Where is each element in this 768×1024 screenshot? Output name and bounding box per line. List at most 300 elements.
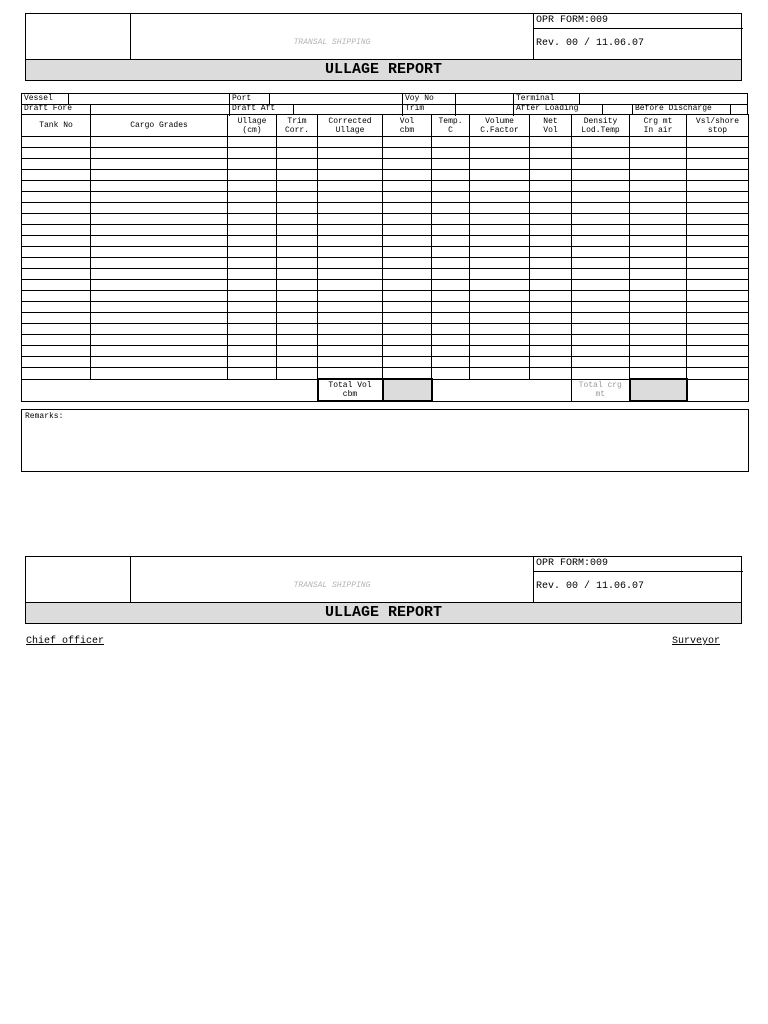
info-section	[21, 93, 748, 115]
table-cell[interactable]	[572, 269, 630, 280]
table-cell[interactable]	[470, 236, 530, 247]
table-cell[interactable]	[530, 236, 572, 247]
table-cell[interactable]	[22, 247, 91, 258]
table-cell[interactable]	[22, 368, 91, 380]
table-cell[interactable]	[470, 159, 530, 170]
table-cell[interactable]	[318, 291, 383, 302]
table-cell[interactable]	[470, 203, 530, 214]
table-cell[interactable]	[470, 258, 530, 269]
table-cell[interactable]	[432, 148, 470, 159]
col-temp: Temp. C	[432, 115, 470, 137]
table-cell[interactable]	[630, 368, 687, 380]
table-cell[interactable]	[572, 181, 630, 192]
table-cell[interactable]	[572, 148, 630, 159]
table-cell[interactable]	[383, 280, 432, 291]
table-cell[interactable]	[530, 170, 572, 181]
table-cell[interactable]	[470, 148, 530, 159]
table-cell[interactable]	[432, 203, 470, 214]
table-cell[interactable]	[383, 148, 432, 159]
table-cell[interactable]	[228, 346, 277, 357]
table-cell[interactable]	[572, 313, 630, 324]
table-cell[interactable]	[318, 203, 383, 214]
table-cell[interactable]	[530, 368, 572, 380]
table-cell[interactable]	[630, 313, 687, 324]
table-cell[interactable]	[630, 357, 687, 368]
table-cell[interactable]	[277, 236, 318, 247]
table-cell[interactable]	[277, 302, 318, 313]
ullage-table	[21, 114, 749, 402]
table-cell[interactable]	[91, 313, 228, 324]
table-cell[interactable]	[22, 192, 91, 203]
table-cell[interactable]	[630, 247, 687, 258]
table-cell[interactable]	[470, 214, 530, 225]
table-cell[interactable]	[318, 236, 383, 247]
table-cell[interactable]	[91, 214, 228, 225]
table-cell[interactable]	[687, 302, 749, 313]
table-row	[22, 324, 749, 335]
table-cell[interactable]	[432, 324, 470, 335]
table-cell[interactable]	[470, 225, 530, 236]
table-cell[interactable]	[228, 214, 277, 225]
table-row	[22, 148, 749, 159]
table-cell[interactable]	[432, 214, 470, 225]
table-cell[interactable]	[318, 258, 383, 269]
table-cell[interactable]	[630, 236, 687, 247]
table-cell[interactable]	[91, 346, 228, 357]
table-cell[interactable]	[432, 225, 470, 236]
table-cell[interactable]	[277, 280, 318, 291]
table-cell[interactable]	[318, 170, 383, 181]
table-cell[interactable]	[91, 269, 228, 280]
table-cell[interactable]	[318, 247, 383, 258]
table-row	[22, 225, 749, 236]
table-cell[interactable]	[383, 346, 432, 357]
table-cell[interactable]	[470, 280, 530, 291]
table-cell[interactable]	[530, 225, 572, 236]
table-cell[interactable]	[228, 192, 277, 203]
table-cell[interactable]	[383, 258, 432, 269]
table-cell[interactable]	[687, 203, 749, 214]
table-cell[interactable]	[91, 236, 228, 247]
table-cell[interactable]	[630, 291, 687, 302]
table-cell[interactable]	[630, 159, 687, 170]
table-cell[interactable]	[572, 280, 630, 291]
table-cell[interactable]	[318, 269, 383, 280]
form-code: OPR FORM:009	[536, 15, 609, 26]
table-cell[interactable]	[572, 346, 630, 357]
table-cell[interactable]	[572, 247, 630, 258]
table-cell[interactable]	[277, 335, 318, 346]
table-cell[interactable]	[91, 181, 228, 192]
table-cell[interactable]	[383, 324, 432, 335]
table-cell[interactable]	[91, 368, 228, 380]
table-cell[interactable]	[383, 357, 432, 368]
table-cell[interactable]	[228, 368, 277, 380]
table-cell[interactable]	[687, 247, 749, 258]
table-row	[22, 137, 749, 148]
table-cell[interactable]	[432, 192, 470, 203]
table-cell[interactable]	[22, 258, 91, 269]
company-name: TRANSAL SHIPPING	[293, 38, 371, 47]
table-row	[22, 236, 749, 247]
table-cell[interactable]	[572, 203, 630, 214]
table-cell[interactable]	[277, 148, 318, 159]
table-cell[interactable]	[470, 181, 530, 192]
table-row	[22, 302, 749, 313]
table-cell[interactable]	[228, 291, 277, 302]
table-cell[interactable]	[572, 225, 630, 236]
table-cell[interactable]	[22, 269, 91, 280]
table-cell[interactable]	[22, 335, 91, 346]
table-cell[interactable]	[530, 203, 572, 214]
table-cell[interactable]	[318, 137, 383, 148]
table-cell[interactable]	[22, 313, 91, 324]
table-row	[22, 192, 749, 203]
table-cell[interactable]	[383, 225, 432, 236]
table-cell[interactable]	[432, 291, 470, 302]
table-cell[interactable]	[228, 302, 277, 313]
table-cell[interactable]	[572, 159, 630, 170]
table-cell[interactable]	[22, 159, 91, 170]
table-cell[interactable]	[687, 148, 749, 159]
table-cell[interactable]	[91, 203, 228, 214]
table-cell[interactable]	[530, 181, 572, 192]
table-cell[interactable]	[630, 137, 687, 148]
table-cell[interactable]	[687, 324, 749, 335]
table-cell[interactable]	[470, 269, 530, 280]
table-cell[interactable]	[318, 159, 383, 170]
table-cell[interactable]	[22, 346, 91, 357]
remarks-box[interactable]	[21, 409, 749, 472]
table-row	[22, 247, 749, 258]
table-cell[interactable]	[572, 192, 630, 203]
table-cell[interactable]	[432, 159, 470, 170]
table-cell[interactable]	[530, 137, 572, 148]
table-cell[interactable]	[530, 247, 572, 258]
table-cell[interactable]	[22, 291, 91, 302]
table-cell[interactable]	[572, 302, 630, 313]
table-cell[interactable]	[470, 346, 530, 357]
table-cell[interactable]	[572, 335, 630, 346]
table-cell[interactable]	[228, 236, 277, 247]
form-revision: Rev. 00 / 11.06.07	[536, 38, 645, 49]
total-vol-value[interactable]	[383, 379, 432, 401]
table-cell[interactable]	[432, 280, 470, 291]
table-cell[interactable]	[432, 346, 470, 357]
table-row	[22, 280, 749, 291]
table-cell[interactable]	[530, 192, 572, 203]
table-cell[interactable]	[228, 269, 277, 280]
table-cell[interactable]	[630, 269, 687, 280]
table-cell[interactable]	[318, 302, 383, 313]
table-row	[22, 170, 749, 181]
table-row	[22, 357, 749, 368]
draft-fore-label: Draft Fore	[24, 104, 73, 113]
table-cell[interactable]	[277, 368, 318, 380]
table-cell[interactable]	[277, 170, 318, 181]
table-cell[interactable]	[318, 357, 383, 368]
table-row	[22, 335, 749, 346]
table-cell[interactable]	[470, 313, 530, 324]
table-row	[22, 269, 749, 280]
table-cell[interactable]	[318, 368, 383, 380]
table-cell[interactable]	[228, 137, 277, 148]
table-cell[interactable]	[630, 170, 687, 181]
table-cell[interactable]	[687, 368, 749, 380]
table-cell[interactable]	[530, 148, 572, 159]
table-cell[interactable]	[91, 357, 228, 368]
table-cell[interactable]	[228, 170, 277, 181]
table-cell[interactable]	[318, 225, 383, 236]
table-cell[interactable]	[687, 214, 749, 225]
table-cell[interactable]	[318, 148, 383, 159]
table-cell[interactable]	[22, 137, 91, 148]
table-cell[interactable]	[630, 214, 687, 225]
table-cell[interactable]	[470, 137, 530, 148]
table-cell[interactable]	[277, 214, 318, 225]
port-label: Port	[232, 94, 252, 103]
table-cell[interactable]	[530, 324, 572, 335]
table-cell[interactable]	[470, 335, 530, 346]
table-cell[interactable]	[383, 247, 432, 258]
table-cell[interactable]	[687, 357, 749, 368]
col-cargo-grades: Cargo Grades	[91, 115, 228, 137]
table-cell[interactable]	[687, 291, 749, 302]
table-cell[interactable]	[470, 192, 530, 203]
table-cell[interactable]	[630, 324, 687, 335]
table-cell[interactable]	[530, 302, 572, 313]
table-cell[interactable]	[22, 203, 91, 214]
table-cell[interactable]	[383, 291, 432, 302]
col-ullage: Ullage (cm)	[228, 115, 277, 137]
table-cell[interactable]	[91, 159, 228, 170]
table-cell[interactable]	[530, 313, 572, 324]
table-cell[interactable]	[572, 368, 630, 380]
table-cell[interactable]	[630, 203, 687, 214]
table-cell[interactable]	[687, 335, 749, 346]
report-title: ULLAGE REPORT	[25, 59, 742, 81]
table-cell[interactable]	[91, 247, 228, 258]
table-cell[interactable]	[228, 313, 277, 324]
table-cell[interactable]	[22, 148, 91, 159]
table-cell[interactable]	[432, 236, 470, 247]
table-cell[interactable]	[383, 137, 432, 148]
table-cell[interactable]	[383, 269, 432, 280]
form-code-2: OPR FORM:009	[536, 558, 609, 569]
table-cell[interactable]	[277, 346, 318, 357]
table-cell[interactable]	[277, 269, 318, 280]
table-cell[interactable]	[687, 192, 749, 203]
table-cell[interactable]	[277, 137, 318, 148]
table-cell[interactable]	[22, 357, 91, 368]
table-cell[interactable]	[432, 170, 470, 181]
table-cell[interactable]	[91, 148, 228, 159]
table-cell[interactable]	[383, 181, 432, 192]
table-cell[interactable]	[432, 137, 470, 148]
table-cell[interactable]	[277, 159, 318, 170]
table-cell[interactable]	[383, 192, 432, 203]
table-cell[interactable]	[530, 258, 572, 269]
table-row	[22, 159, 749, 170]
table-cell[interactable]	[630, 181, 687, 192]
table-cell[interactable]	[630, 302, 687, 313]
table-cell[interactable]	[22, 225, 91, 236]
table-cell[interactable]	[277, 313, 318, 324]
table-cell[interactable]	[91, 258, 228, 269]
table-cell[interactable]	[91, 302, 228, 313]
table-cell[interactable]	[687, 346, 749, 357]
table-cell[interactable]	[318, 324, 383, 335]
total-crg-value[interactable]	[630, 379, 687, 401]
table-cell[interactable]	[687, 313, 749, 324]
table-cell[interactable]	[383, 368, 432, 380]
table-cell[interactable]	[383, 313, 432, 324]
table-cell[interactable]	[318, 214, 383, 225]
table-cell[interactable]	[277, 357, 318, 368]
table-cell[interactable]	[470, 302, 530, 313]
table-cell[interactable]	[277, 247, 318, 258]
table-cell[interactable]	[22, 181, 91, 192]
table-cell[interactable]	[277, 324, 318, 335]
table-cell[interactable]	[470, 170, 530, 181]
table-cell[interactable]	[687, 170, 749, 181]
table-cell[interactable]	[228, 324, 277, 335]
table-cell[interactable]	[383, 335, 432, 346]
table-cell[interactable]	[630, 225, 687, 236]
col-volume-cfactor: Volume C.Factor	[470, 115, 530, 137]
table-cell[interactable]	[22, 302, 91, 313]
table-cell[interactable]	[432, 247, 470, 258]
table-cell[interactable]	[572, 291, 630, 302]
table-cell[interactable]	[530, 269, 572, 280]
table-cell[interactable]	[432, 269, 470, 280]
table-cell[interactable]	[277, 192, 318, 203]
table-cell[interactable]	[530, 357, 572, 368]
table-cell[interactable]	[470, 368, 530, 380]
table-cell[interactable]	[687, 225, 749, 236]
table-cell[interactable]	[91, 335, 228, 346]
table-cell[interactable]	[91, 137, 228, 148]
table-cell[interactable]	[228, 258, 277, 269]
table-cell[interactable]	[432, 357, 470, 368]
table-cell[interactable]	[228, 247, 277, 258]
table-cell[interactable]	[318, 346, 383, 357]
table-cell[interactable]	[228, 203, 277, 214]
table-cell[interactable]	[530, 291, 572, 302]
report-title-2: ULLAGE REPORT	[25, 602, 742, 624]
table-cell[interactable]	[91, 324, 228, 335]
table-cell[interactable]	[383, 159, 432, 170]
table-cell[interactable]	[530, 280, 572, 291]
table-cell[interactable]	[22, 324, 91, 335]
table-cell[interactable]	[432, 302, 470, 313]
table-cell[interactable]	[630, 346, 687, 357]
table-cell[interactable]	[687, 269, 749, 280]
table-cell[interactable]	[687, 181, 749, 192]
table-cell[interactable]	[318, 335, 383, 346]
table-cell[interactable]	[432, 368, 470, 380]
table-cell[interactable]	[318, 280, 383, 291]
table-cell[interactable]	[687, 159, 749, 170]
form-header-top	[25, 13, 742, 60]
table-cell[interactable]	[383, 170, 432, 181]
table-cell[interactable]	[22, 170, 91, 181]
col-vol: Vol cbm	[383, 115, 432, 137]
table-cell[interactable]	[572, 137, 630, 148]
table-cell[interactable]	[572, 357, 630, 368]
table-cell[interactable]	[91, 225, 228, 236]
table-cell[interactable]	[277, 181, 318, 192]
table-cell[interactable]	[470, 247, 530, 258]
table-cell[interactable]	[530, 335, 572, 346]
table-cell[interactable]	[228, 357, 277, 368]
table-cell[interactable]	[22, 280, 91, 291]
table-cell[interactable]	[687, 258, 749, 269]
table-cell[interactable]	[630, 258, 687, 269]
table-cell[interactable]	[22, 236, 91, 247]
table-cell[interactable]	[383, 203, 432, 214]
table-cell[interactable]	[572, 214, 630, 225]
table-cell[interactable]	[530, 214, 572, 225]
table-cell[interactable]	[572, 258, 630, 269]
table-cell[interactable]	[277, 225, 318, 236]
table-cell[interactable]	[572, 324, 630, 335]
table-cell[interactable]	[91, 280, 228, 291]
table-cell[interactable]	[318, 181, 383, 192]
table-cell[interactable]	[228, 148, 277, 159]
table-cell[interactable]	[572, 170, 630, 181]
table-cell[interactable]	[630, 192, 687, 203]
table-cell[interactable]	[432, 181, 470, 192]
table-cell[interactable]	[687, 137, 749, 148]
table-cell[interactable]	[383, 236, 432, 247]
trim-label: Trim	[405, 104, 425, 113]
table-cell[interactable]	[470, 291, 530, 302]
table-cell[interactable]	[91, 170, 228, 181]
terminal-label: Terminal	[516, 94, 555, 103]
table-cell[interactable]	[22, 214, 91, 225]
table-cell[interactable]	[530, 159, 572, 170]
table-cell[interactable]	[470, 324, 530, 335]
table-cell[interactable]	[91, 192, 228, 203]
table-cell[interactable]	[470, 357, 530, 368]
table-row	[22, 346, 749, 357]
table-cell[interactable]	[432, 313, 470, 324]
table-cell[interactable]	[228, 159, 277, 170]
table-cell[interactable]	[383, 302, 432, 313]
table-cell[interactable]	[318, 192, 383, 203]
table-cell[interactable]	[432, 335, 470, 346]
table-cell[interactable]	[687, 236, 749, 247]
table-cell[interactable]	[687, 280, 749, 291]
table-cell[interactable]	[228, 280, 277, 291]
table-cell[interactable]	[91, 291, 228, 302]
table-cell[interactable]	[228, 181, 277, 192]
table-cell[interactable]	[630, 280, 687, 291]
table-cell[interactable]	[228, 335, 277, 346]
table-cell[interactable]	[277, 258, 318, 269]
table-cell[interactable]	[228, 225, 277, 236]
table-cell[interactable]	[277, 291, 318, 302]
table-cell[interactable]	[630, 335, 687, 346]
table-cell[interactable]	[432, 258, 470, 269]
table-cell[interactable]	[383, 214, 432, 225]
table-cell[interactable]	[530, 346, 572, 357]
table-cell[interactable]	[572, 236, 630, 247]
table-cell[interactable]	[630, 148, 687, 159]
table-cell[interactable]	[318, 313, 383, 324]
table-cell[interactable]	[277, 203, 318, 214]
